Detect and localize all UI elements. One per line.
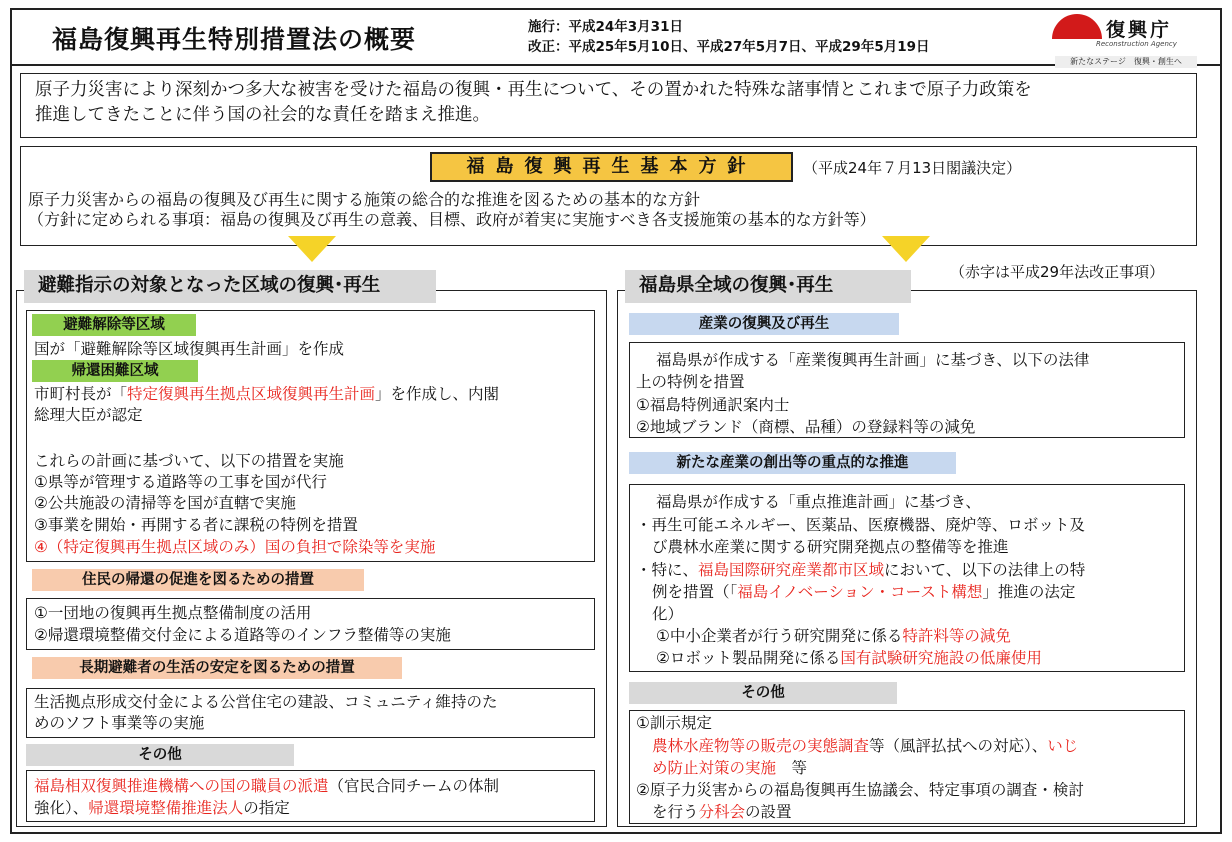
label-lift-zone: 避難解除等区域	[32, 314, 196, 336]
label-long-term: 長期避難者の生活の安定を図るための措置	[32, 657, 402, 679]
new-industry-line-3: び農林水産業に関する研究開発拠点の整備等を推進	[652, 538, 1009, 556]
measure-4: ④（特定復興再生拠点区域のみ）国の負担で除染等を実施	[34, 538, 436, 556]
label-difficult-zone: 帰還困難区域	[32, 360, 198, 382]
new-industry-line-1: 福島県が作成する「重点推進計画」に基づき、	[656, 493, 981, 511]
label-return-measures: 住民の帰還の促進を図るための措置	[32, 569, 364, 591]
measures-intro: これらの計画に基づいて、以下の措置を実施	[34, 452, 344, 470]
industry-line-3: ①福島特例通訳案内士	[636, 396, 790, 414]
left-panel-title: 避難指示の対象となった区域の復興･再生	[24, 270, 436, 303]
lift-zone-text: 国が「避難解除等区域復興再生計画」を作成	[34, 340, 345, 358]
right-panel-title: 福島県全域の復興･再生	[625, 270, 911, 303]
right-other-line-3: め防止対策の実施 等	[652, 759, 808, 777]
industry-line-4: ②地域ブランド（商標、品種）の登録料等の減免	[636, 418, 976, 436]
logo-text: 復興庁	[1106, 19, 1173, 41]
arrow-down-right-icon	[882, 236, 930, 262]
intro-line-2: 推進してきたことに伴う国の社会的な責任を踏まえ推進。	[35, 105, 490, 125]
industry-line-1: 福島県が作成する「産業復興再生計画」に基づき、以下の法律	[656, 351, 1090, 369]
right-other-line-4: ②原子力災害からの福島復興再生協議会、特定事項の調査・検討	[636, 781, 1084, 799]
label-industry: 産業の復興及び再生	[629, 313, 899, 335]
label-right-other: その他	[629, 682, 897, 704]
red-text-note: （赤字は平成29年法改正事項）	[950, 263, 1165, 281]
return-measure-1: ①一団地の復興再生拠点整備制度の活用	[34, 604, 312, 622]
basic-policy-date: （平成24年７月13日閣議決定）	[803, 159, 1022, 177]
left-other-line-2: 強化）、帰還環境整備推進法人の指定	[34, 799, 290, 817]
enforcement-date: 施行：平成24年3月31日	[528, 19, 683, 35]
basic-policy-items: （方針に定められる事項：福島の復興及び再生の意義、目標、政府が着実に実施すべき各支援施策の基本的な方針等）	[28, 210, 876, 229]
label-new-industry: 新たな産業の創出等の重点的な推進	[629, 452, 956, 474]
intro-line-1: 原子力災害により深刻かつ多大な被害を受けた福島の復興・再生について、その置かれた特殊な諸事情とこれまで原子力政策を	[35, 80, 1032, 100]
arrow-down-left-icon	[288, 236, 336, 262]
page-title: 福島復興再生特別措置法の概要	[52, 25, 417, 54]
measure-1: ①県等が管理する道路等の工事を国が代行	[34, 473, 327, 491]
logo-subtitle: Reconstruction Agency	[1096, 40, 1177, 48]
right-other-line-5: を行う分科会の設置	[652, 803, 792, 821]
intro-box	[20, 73, 1197, 138]
difficult-zone-line-2: 総理大臣が認定	[34, 406, 143, 424]
logo-tagline: 新たなステージ 復興・創生へ	[1055, 56, 1197, 68]
left-other-line-1: 福島相双復興推進機構への国の職員の派遣（官民合同チームの体制	[34, 777, 500, 795]
return-measure-2: ②帰還環境整備交付金による道路等のインフラ整備等の実施	[34, 626, 451, 644]
revision-dates: 改正：平成25年5月10日、平成27年5月7日、平成29年5月19日	[528, 39, 930, 55]
new-industry-line-5: 例を措置（「福島イノベーション・コースト構想」推進の法定	[652, 583, 1076, 601]
long-term-line-1: 生活拠点形成交付金による公営住宅の建設、コミュニティ維持のた	[34, 693, 498, 711]
long-term-line-2: めのソフト事業等の実施	[34, 714, 205, 732]
basic-policy-desc: 原子力災害からの福島の復興及び再生に関する施策の総合的な推進を図るための基本的な方針	[28, 190, 701, 209]
industry-line-2: 上の特例を措置	[636, 373, 745, 391]
dates-block	[528, 17, 930, 57]
measure-3: ③事業を開始・再開する者に課税の特例を措置	[34, 516, 358, 534]
basic-policy-title: 福島復興再生基本方針	[430, 152, 793, 182]
label-left-other: その他	[26, 744, 294, 766]
new-industry-line-7: ①中小企業者が行う研究開発に係る特許料等の減免	[656, 627, 1011, 645]
right-other-line-2: 農林水産物等の販売の実態調査等（風評払拭への対応）、いじ	[652, 737, 1079, 755]
difficult-zone-line-1: 市町村長が「特定復興再生拠点区域復興再生計画」を作成し、内閣	[34, 385, 500, 403]
measure-2: ②公共施設の清掃等を国が直轄で実施	[34, 494, 296, 512]
new-industry-line-6: 化）	[652, 605, 684, 623]
new-industry-line-4: ・特に、福島国際研究産業都市区域において、以下の法律上の特	[636, 561, 1086, 579]
right-other-line-1: ①訓示規定	[636, 714, 712, 732]
new-industry-line-8: ②ロボット製品開発に係る国有試験研究施設の低廉使用	[656, 649, 1042, 667]
header-divider	[10, 64, 1222, 66]
new-industry-line-2: ・再生可能エネルギー、医薬品、医療機器、廃炉等、ロボット及	[636, 516, 1085, 534]
